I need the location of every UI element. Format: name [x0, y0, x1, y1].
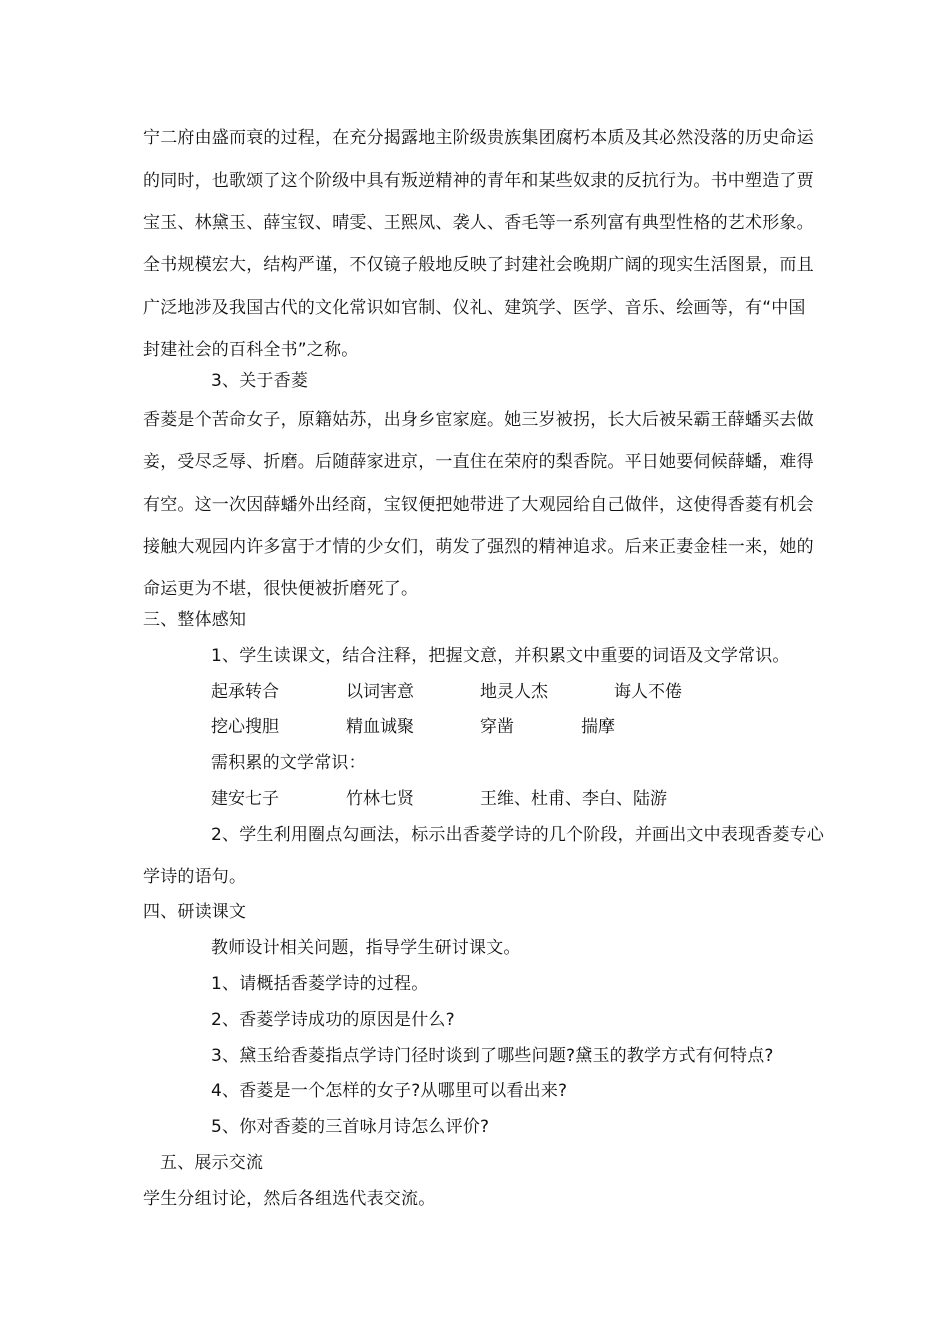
question-item: 3、黛玉给香菱指点学诗门径时谈到了哪些问题?黛玉的教学方式有何特点? — [211, 1046, 774, 1066]
paragraph-line: 宝玉、林黛玉、薛宝钗、晴雯、王熙凤、袭人、香毛等一系列富有典型性格的艺术形象。 — [143, 213, 814, 233]
section-heading: 四、研读课文 — [143, 902, 247, 922]
paragraph-line: 有空。这一次因薛蟠外出经商，宝钗便把她带进了大观园给自己做伴，这使得香菱有机会 — [143, 495, 814, 515]
paragraph-line: 广泛地涉及我国古代的文化常识如官制、仪礼、建筑学、医学、音乐、绘画等，有“中国 — [143, 298, 806, 318]
question-item: 5、你对香菱的三首咏月诗怎么评价? — [211, 1117, 490, 1137]
vocab-term: 地灵人杰 — [480, 682, 548, 702]
section-heading: 三、整体感知 — [143, 610, 247, 630]
vocab-term: 穿凿 — [480, 717, 514, 737]
paragraph-line: 接触大观园内许多富于才情的少女们，萌发了强烈的精神追求。后来正妻金桂一来，她的 — [143, 537, 814, 557]
paragraph-line: 全书规模宏大，结构严谨，不仅镜子般地反映了封建社会晚期广阔的现实生活图景，而且 — [143, 255, 814, 275]
vocab-term: 挖心搜胆 — [211, 717, 279, 737]
section-intro: 教师设计相关问题，指导学生研讨课文。 — [211, 938, 521, 958]
vocab-term: 以词害意 — [346, 682, 414, 702]
literary-term: 建安七子 — [211, 789, 279, 809]
paragraph-line: 命运更为不堪，很快便被折磨死了。 — [143, 579, 419, 599]
section-heading: 五、展示交流 — [160, 1153, 264, 1173]
list-item-continuation: 学诗的语句。 — [143, 867, 247, 887]
paragraph-line: 的同时，也歌颂了这个阶级中具有叛逆精神的青年和某些奴隶的反抗行为。书中塑造了贾 — [143, 171, 814, 191]
list-item: 1、学生读课文，结合注释，把握文意，并积累文中重要的词语及文学常识。 — [211, 646, 790, 666]
paragraph-line: 香菱是个苦命女子，原籍姑苏，出身乡宦家庭。她三岁被拐，长大后被呆霸王薛蟠买去做 — [143, 410, 814, 430]
question-item: 1、请概括香菱学诗的过程。 — [211, 974, 429, 994]
section-text: 学生分组讨论，然后各组选代表交流。 — [143, 1189, 436, 1209]
paragraph-line: 妾，受尽乏辱、折磨。后随薛家进京，一直住在荣府的梨香院。平日她要伺候薛蟠，难得 — [143, 452, 814, 472]
literary-term: 竹林七贤 — [346, 789, 414, 809]
vocab-term: 起承转合 — [211, 682, 279, 702]
paragraph-line: 宁二府由盛而衰的过程，在充分揭露地主阶级贵族集团腐朽本质及其必然没落的历史命运 — [143, 128, 814, 148]
vocab-term: 精血诚聚 — [346, 717, 414, 737]
subheading-xiangling: 3、关于香菱 — [211, 371, 309, 391]
paragraph-line: 封建社会的百科全书”之称。 — [143, 340, 359, 360]
list-item: 2、学生利用圈点勾画法，标示出香菱学诗的几个阶段，并画出文中表现香菱专心 — [211, 825, 825, 845]
vocab-term: 揣摩 — [581, 717, 615, 737]
vocab-term: 诲人不倦 — [614, 682, 682, 702]
literary-label: 需积累的文学常识： — [211, 753, 366, 773]
question-item: 2、香菱学诗成功的原因是什么? — [211, 1010, 455, 1030]
literary-term: 王维、杜甫、李白、陆游 — [480, 789, 667, 809]
question-item: 4、香菱是一个怎样的女子?从哪里可以看出来? — [211, 1081, 568, 1101]
